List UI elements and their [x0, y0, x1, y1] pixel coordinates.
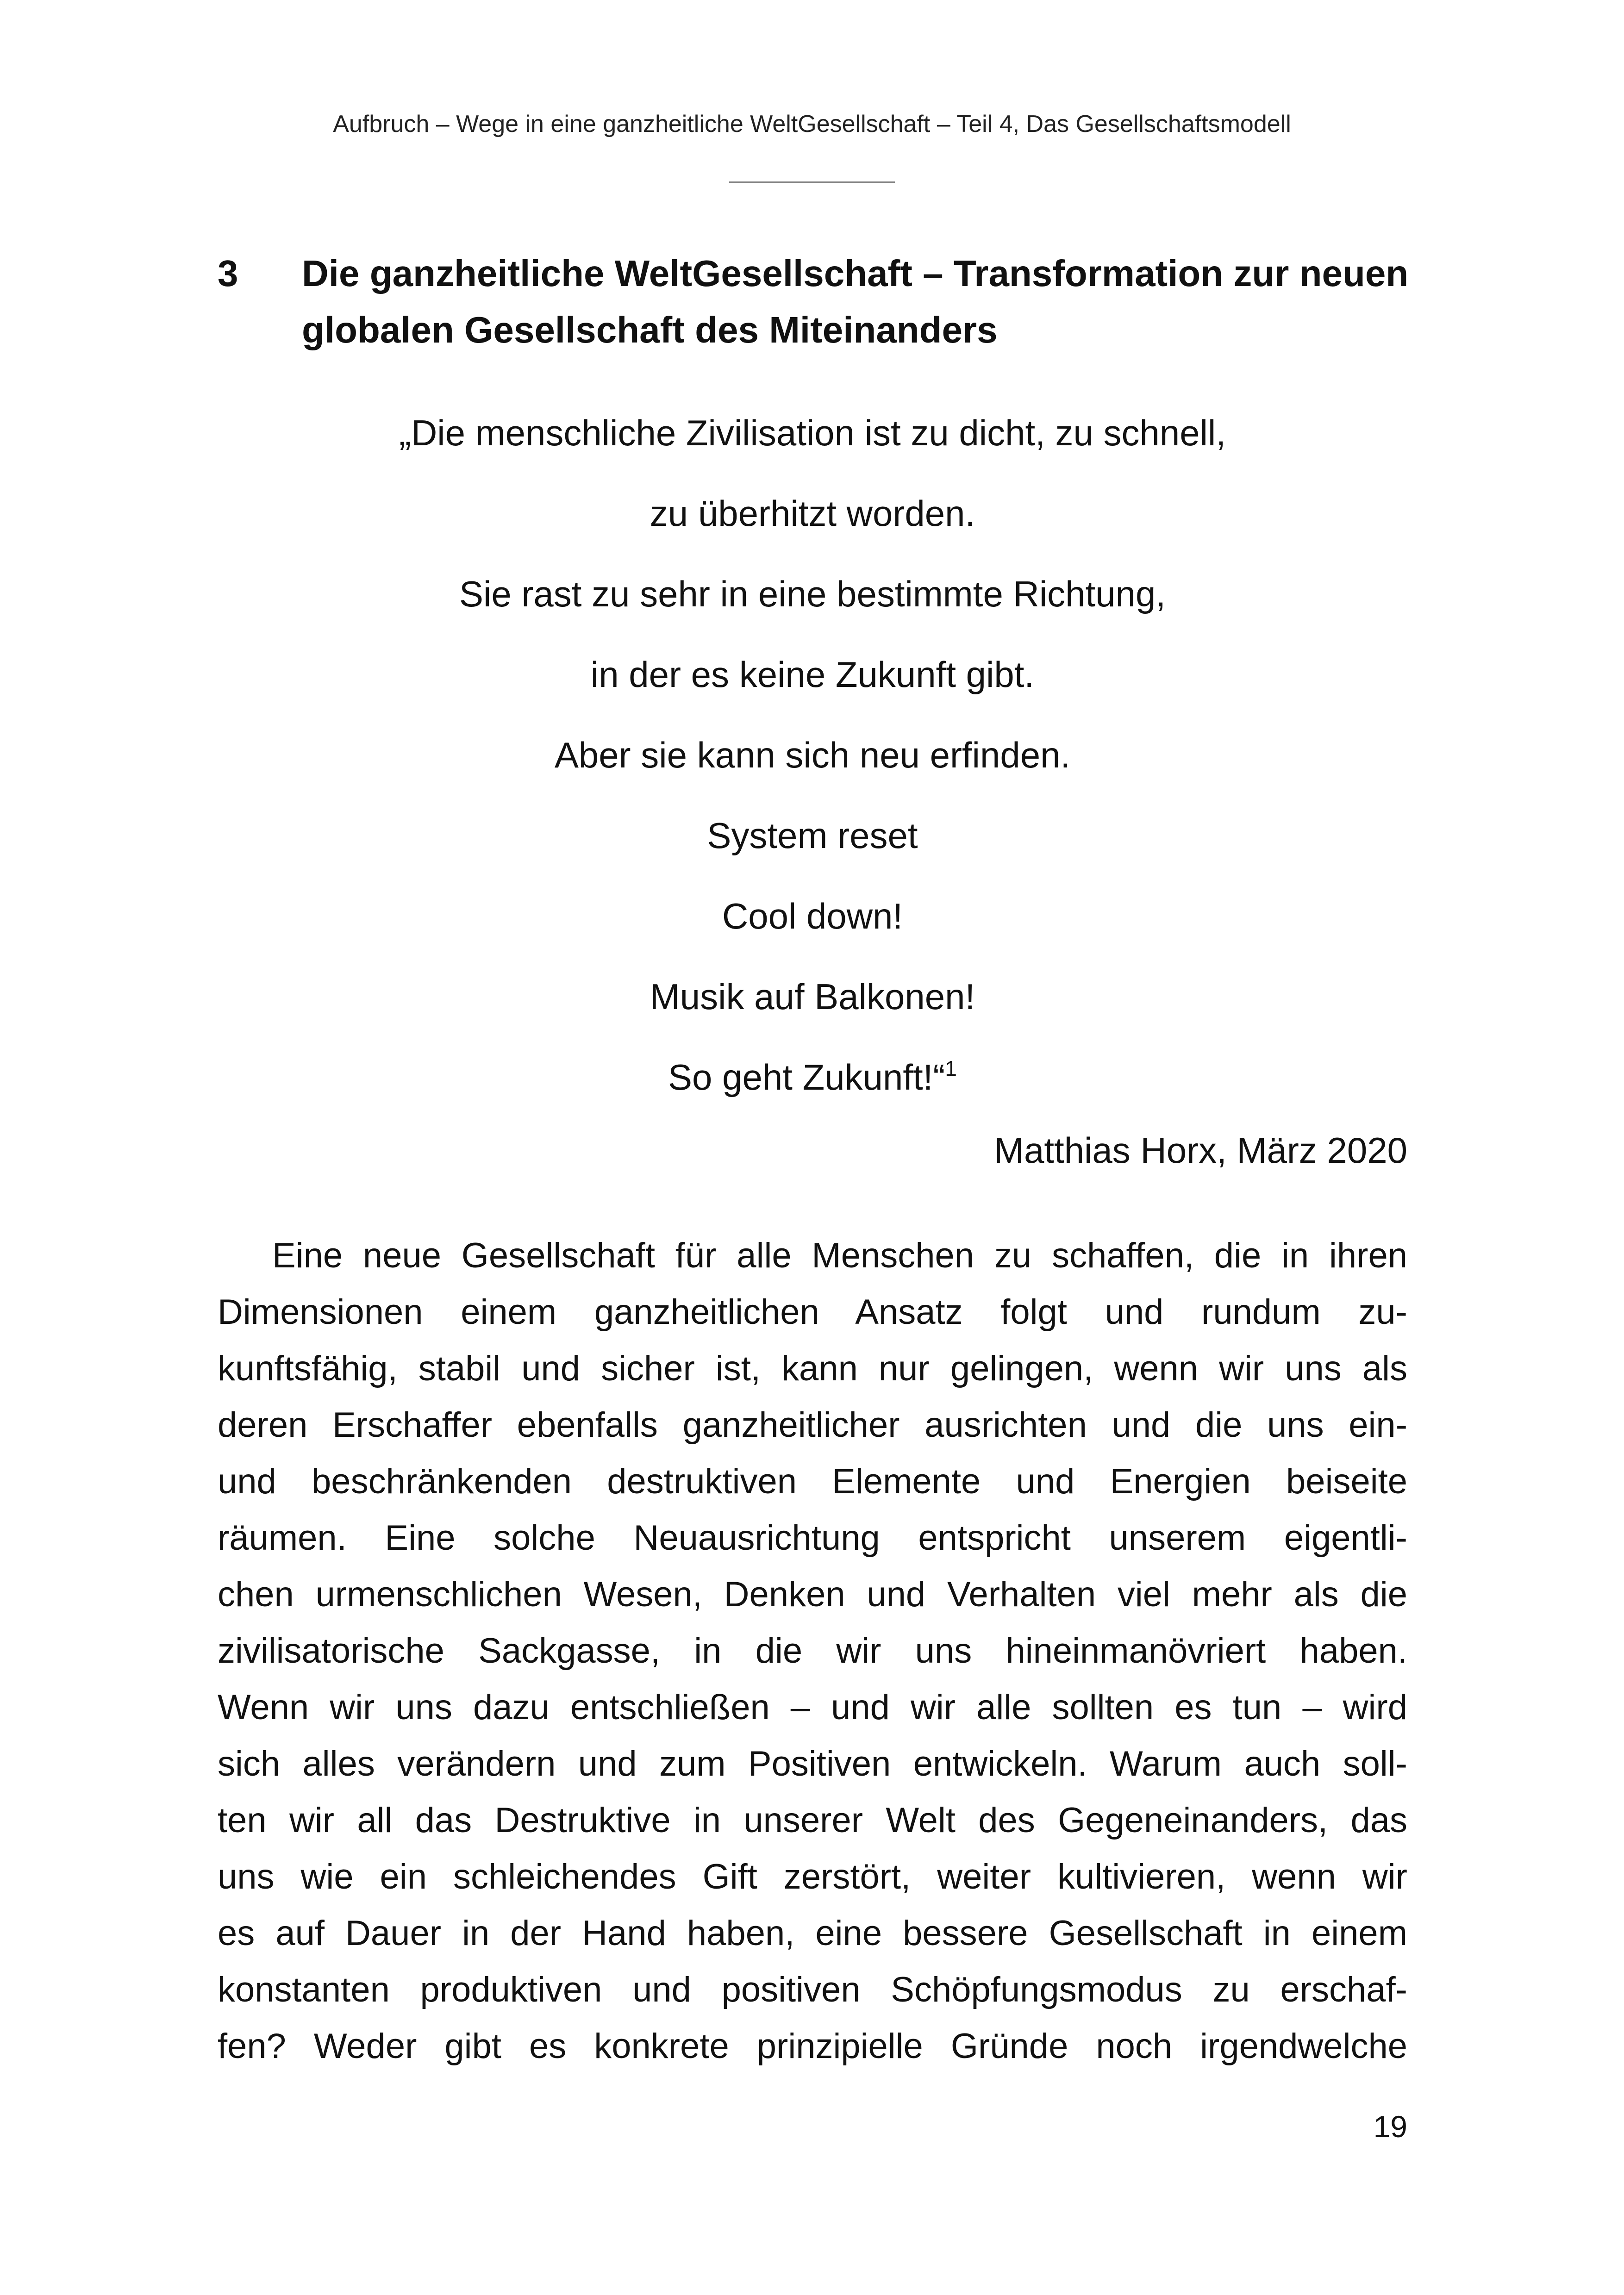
- body-line: zivilisatorische Sackgasse, in die wir uns hineinmanövriert haben.: [218, 1631, 1407, 1671]
- body-line: Eine neue Gesellschaft für alle Menschen zu schaffen, die in ihren: [272, 1236, 1407, 1275]
- body-line: fen? Weder gibt es konkrete prinzipielle Gründe noch irgendwelche: [218, 2027, 1407, 2066]
- epigraph-line-text: So geht Zukunft!“: [668, 1057, 945, 1098]
- footnote-reference[interactable]: 1: [945, 1056, 957, 1080]
- chapter-number: 3: [218, 253, 238, 294]
- epigraph-line: in der es keine Zukunft gibt.: [590, 654, 1035, 695]
- body-line: kunftsfähig, stabil und sicher ist, kann nur gelingen, wenn wir uns als: [218, 1349, 1407, 1388]
- body-line: konstanten produktiven und positiven Schöpfungsmodus zu erschaf-: [218, 1970, 1407, 2009]
- body-line: räumen. Eine solche Neuausrichtung entspricht unserem eigentli-: [218, 1518, 1407, 1558]
- body-line: und beschränkenden destruktiven Elemente und Energien beiseite: [218, 1462, 1407, 1501]
- epigraph-line: System reset: [707, 815, 918, 856]
- chapter-title: [302, 245, 1422, 358]
- epigraph-line: Cool down!: [722, 896, 903, 936]
- epigraph-line: Musik auf Balkonen!: [650, 976, 975, 1017]
- header-divider: [729, 181, 895, 183]
- epigraph-line: „Die menschliche Zivilisation ist zu dicht, zu schnell,: [399, 412, 1226, 453]
- body-line: sich alles verändern und zum Positiven entwickeln. Warum auch soll-: [218, 1744, 1407, 1784]
- body-line: chen urmenschlichen Wesen, Denken und Verhalten viel mehr als die: [218, 1575, 1407, 1614]
- epigraph-attribution: Matthias Horx, März 2020: [993, 1130, 1407, 1171]
- epigraph: [218, 407, 1407, 1132]
- chapter-title-line: Die ganzheitliche WeltGesellschaft – Transformation zur neuen: [302, 253, 1409, 294]
- body-line: es auf Dauer in der Hand haben, eine bessere Gesellschaft in einem: [218, 1914, 1407, 1953]
- body-line: Wenn wir uns dazu entschließen – und wir alle sollten es tun – wird: [218, 1688, 1407, 1727]
- body-paragraph: [218, 1230, 1407, 2077]
- body-line: ten wir all das Destruktive in unserer Welt des Gegeneinanders, das: [218, 1801, 1407, 1840]
- page-number: 19: [1373, 2109, 1407, 2144]
- body-line: uns wie ein schleichendes Gift zerstört, weiter kultivieren, wenn wir: [218, 1857, 1407, 1896]
- epigraph-line: Sie rast zu sehr in eine bestimmte Richtung,: [459, 574, 1166, 614]
- epigraph-last-line: [218, 1052, 1407, 1132]
- epigraph-line: zu überhitzt worden.: [650, 493, 975, 534]
- running-head: Aufbruch – Wege in eine ganzheitliche WeltGesellschaft – Teil 4, Das Gesellschaftsmodell: [333, 111, 1291, 137]
- epigraph-line: Aber sie kann sich neu erfinden.: [554, 735, 1071, 775]
- body-line: deren Erschaffer ebenfalls ganzheitlicher ausrichten und die uns ein-: [218, 1405, 1407, 1445]
- body-line: Dimensionen einem ganzheitlichen Ansatz folgt und rundum zu-: [218, 1292, 1407, 1332]
- chapter-title-line: globalen Gesellschaft des Miteinanders: [302, 309, 998, 350]
